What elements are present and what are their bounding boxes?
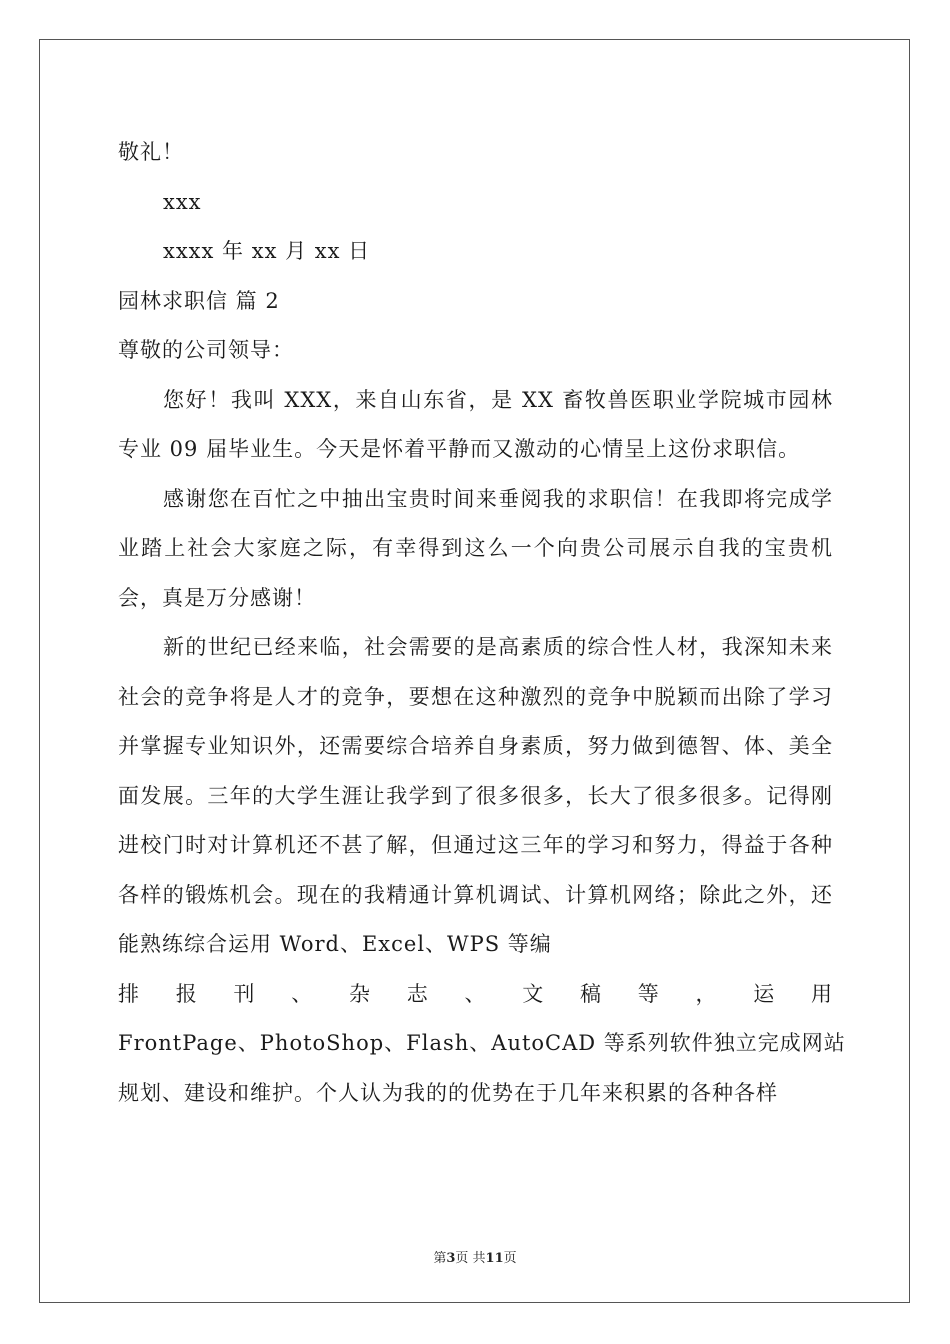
section-title: 园林求职信 篇 2 xyxy=(118,288,280,313)
paragraph-3: 新的世纪已经来临，社会需要的是高素质的综合性人材，我深知未来社会的竞争将是人才的竞争，要想在这种激烈的竞争中脱颖而出除了学习并掌握专业知识外，还需要综合培养自身素质，努力做到德智、体、美全面发展。三年的大学生涯让我学到了很多很多，长大了很多很多。记得刚进校门时对计算机还不甚了解，但通过这三年的学习和努力，得益于各种各样的锻炼机会。现在的我精通计算机调试、计算机网络；除此之外，还能熟练综合运用 Word、Excel、WPS 等编 xyxy=(118,635,833,956)
tail-line-1: FrontPage、PhotoShop、Flash、AutoCAD 等系列软件独立完成网站 xyxy=(118,1031,846,1055)
spread-char: 排 xyxy=(118,981,140,1006)
tail-line-2: 规划、建设和维护。个人认为我的的优势在于几年来积累的各种各样 xyxy=(118,1080,778,1105)
spread-line xyxy=(118,970,833,1020)
letter-signature: xxx xyxy=(163,189,202,214)
footer-prefix: 第 xyxy=(433,1251,447,1266)
spread-char: 、 xyxy=(464,981,487,1006)
spread-char: 刊 xyxy=(233,981,256,1006)
spread-char: ， xyxy=(695,981,718,1006)
letter-body xyxy=(118,128,846,1118)
page-footer xyxy=(0,1247,950,1266)
spread-char: 、 xyxy=(291,981,314,1006)
letter-salutation: 尊敬的公司领导： xyxy=(118,338,294,362)
spread-char: 运 xyxy=(753,981,776,1006)
spread-char: 文 xyxy=(522,981,545,1006)
letter-date: xxxx 年 xx 月 xx 日 xyxy=(163,239,371,263)
spread-char: 杂 xyxy=(349,981,371,1006)
spread-char: 等 xyxy=(637,981,660,1006)
paragraph-1: 您好！我叫 XXX，来自山东省，是 XX 畜牧兽医职业学院城市园林专业 09 届毕业生。今天是怀着平静而又激动的心情呈上这份求职信。 xyxy=(118,387,833,461)
spread-char: 稿 xyxy=(580,981,602,1006)
footer-suffix: 页 xyxy=(503,1251,517,1266)
footer-current-page: 3 xyxy=(446,1251,456,1266)
spread-char: 用 xyxy=(811,981,833,1006)
spread-char: 志 xyxy=(406,981,429,1006)
paragraph-2: 感谢您在百忙之中抽出宝贵时间来垂阅我的求职信！在我即将完成学业踏上社会大家庭之际，有幸得到这么一个向贵公司展示自我的宝贵机会，真是万分感谢！ xyxy=(118,486,833,610)
spread-char: 报 xyxy=(175,981,198,1006)
footer-mid: 页 共 xyxy=(455,1251,486,1266)
footer-total-pages: 11 xyxy=(485,1251,504,1266)
letter-closing: 敬礼！ xyxy=(118,140,184,164)
